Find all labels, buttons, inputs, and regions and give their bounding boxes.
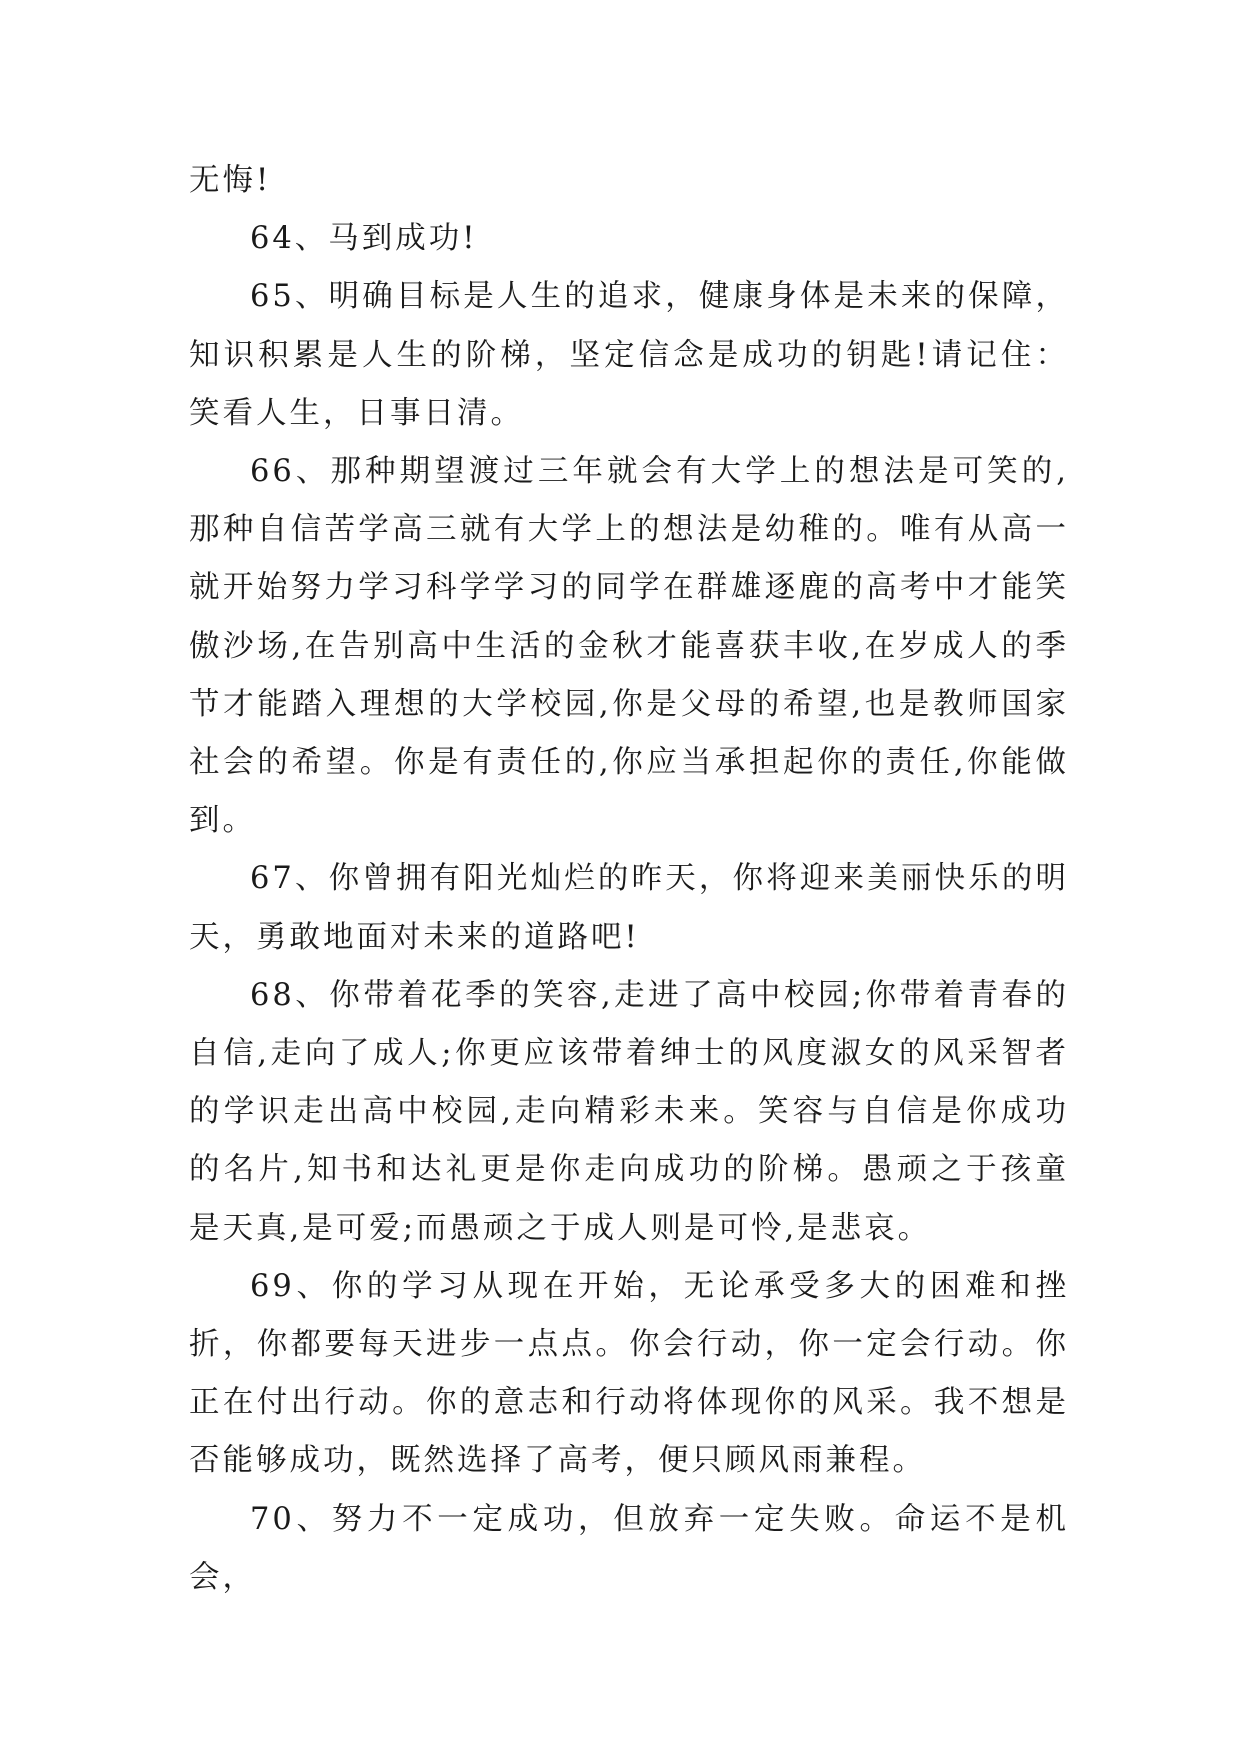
paragraph-item-67: 67、你曾拥有阳光灿烂的昨天，你将迎来美丽快乐的明天，勇敢地面对未来的道路吧!	[189, 861, 1069, 955]
paragraph-item-65: 65、明确目标是人生的追求，健康身体是未来的保障，知识积累是人生的阶梯，坚定信念是成功的钥匙!请记住：笑看人生，日事日清。	[189, 279, 1069, 431]
paragraph-item-68: 68、你带着花季的笑容,走进了高中校园;你带着青春的自信,走向了成人;你更应该带着绅士的风度淑女的风采智者的学识走出高中校园,走向精彩未来。笑容与自信是你成功的名片,知书和达礼更是你走向成功的阶梯。愚顽之于孩童是天真,是可爱;而愚顽之于成人则是可怜,是悲哀。	[189, 977, 1069, 1246]
paragraph-continuation: 无悔!	[189, 163, 272, 198]
paragraph-item-64: 64、马到成功!	[250, 221, 478, 257]
paragraph-item-66: 66、那种期望渡过三年就会有大学上的想法是可笑的,那种自信苦学高三就有大学上的想法是幼稚的。唯有从高一就开始努力学习科学学习的同学在群雄逐鹿的高考中才能笑傲沙场,在告别高中生活的金秋才能喜获丰收,在岁成人的季节才能踏入理想的大学校园,你是父母的希望,也是教师国家社会的希望。你是有责任的,你应当承担起你的责任,你能做到。	[189, 454, 1069, 839]
paragraph-item-70: 70、努力不一定成功，但放弃一定失败。命运不是机会，	[189, 1501, 1069, 1595]
paragraph-item-69: 69、你的学习从现在开始，无论承受多大的困难和挫折，你都要每天进步一点点。你会行动，你一定会行动。你正在付出行动。你的意志和行动将体现你的风采。我不想是否能够成功，既然选择了高考，便只顾风雨兼程。	[189, 1268, 1069, 1479]
document-page	[189, 152, 1069, 1607]
